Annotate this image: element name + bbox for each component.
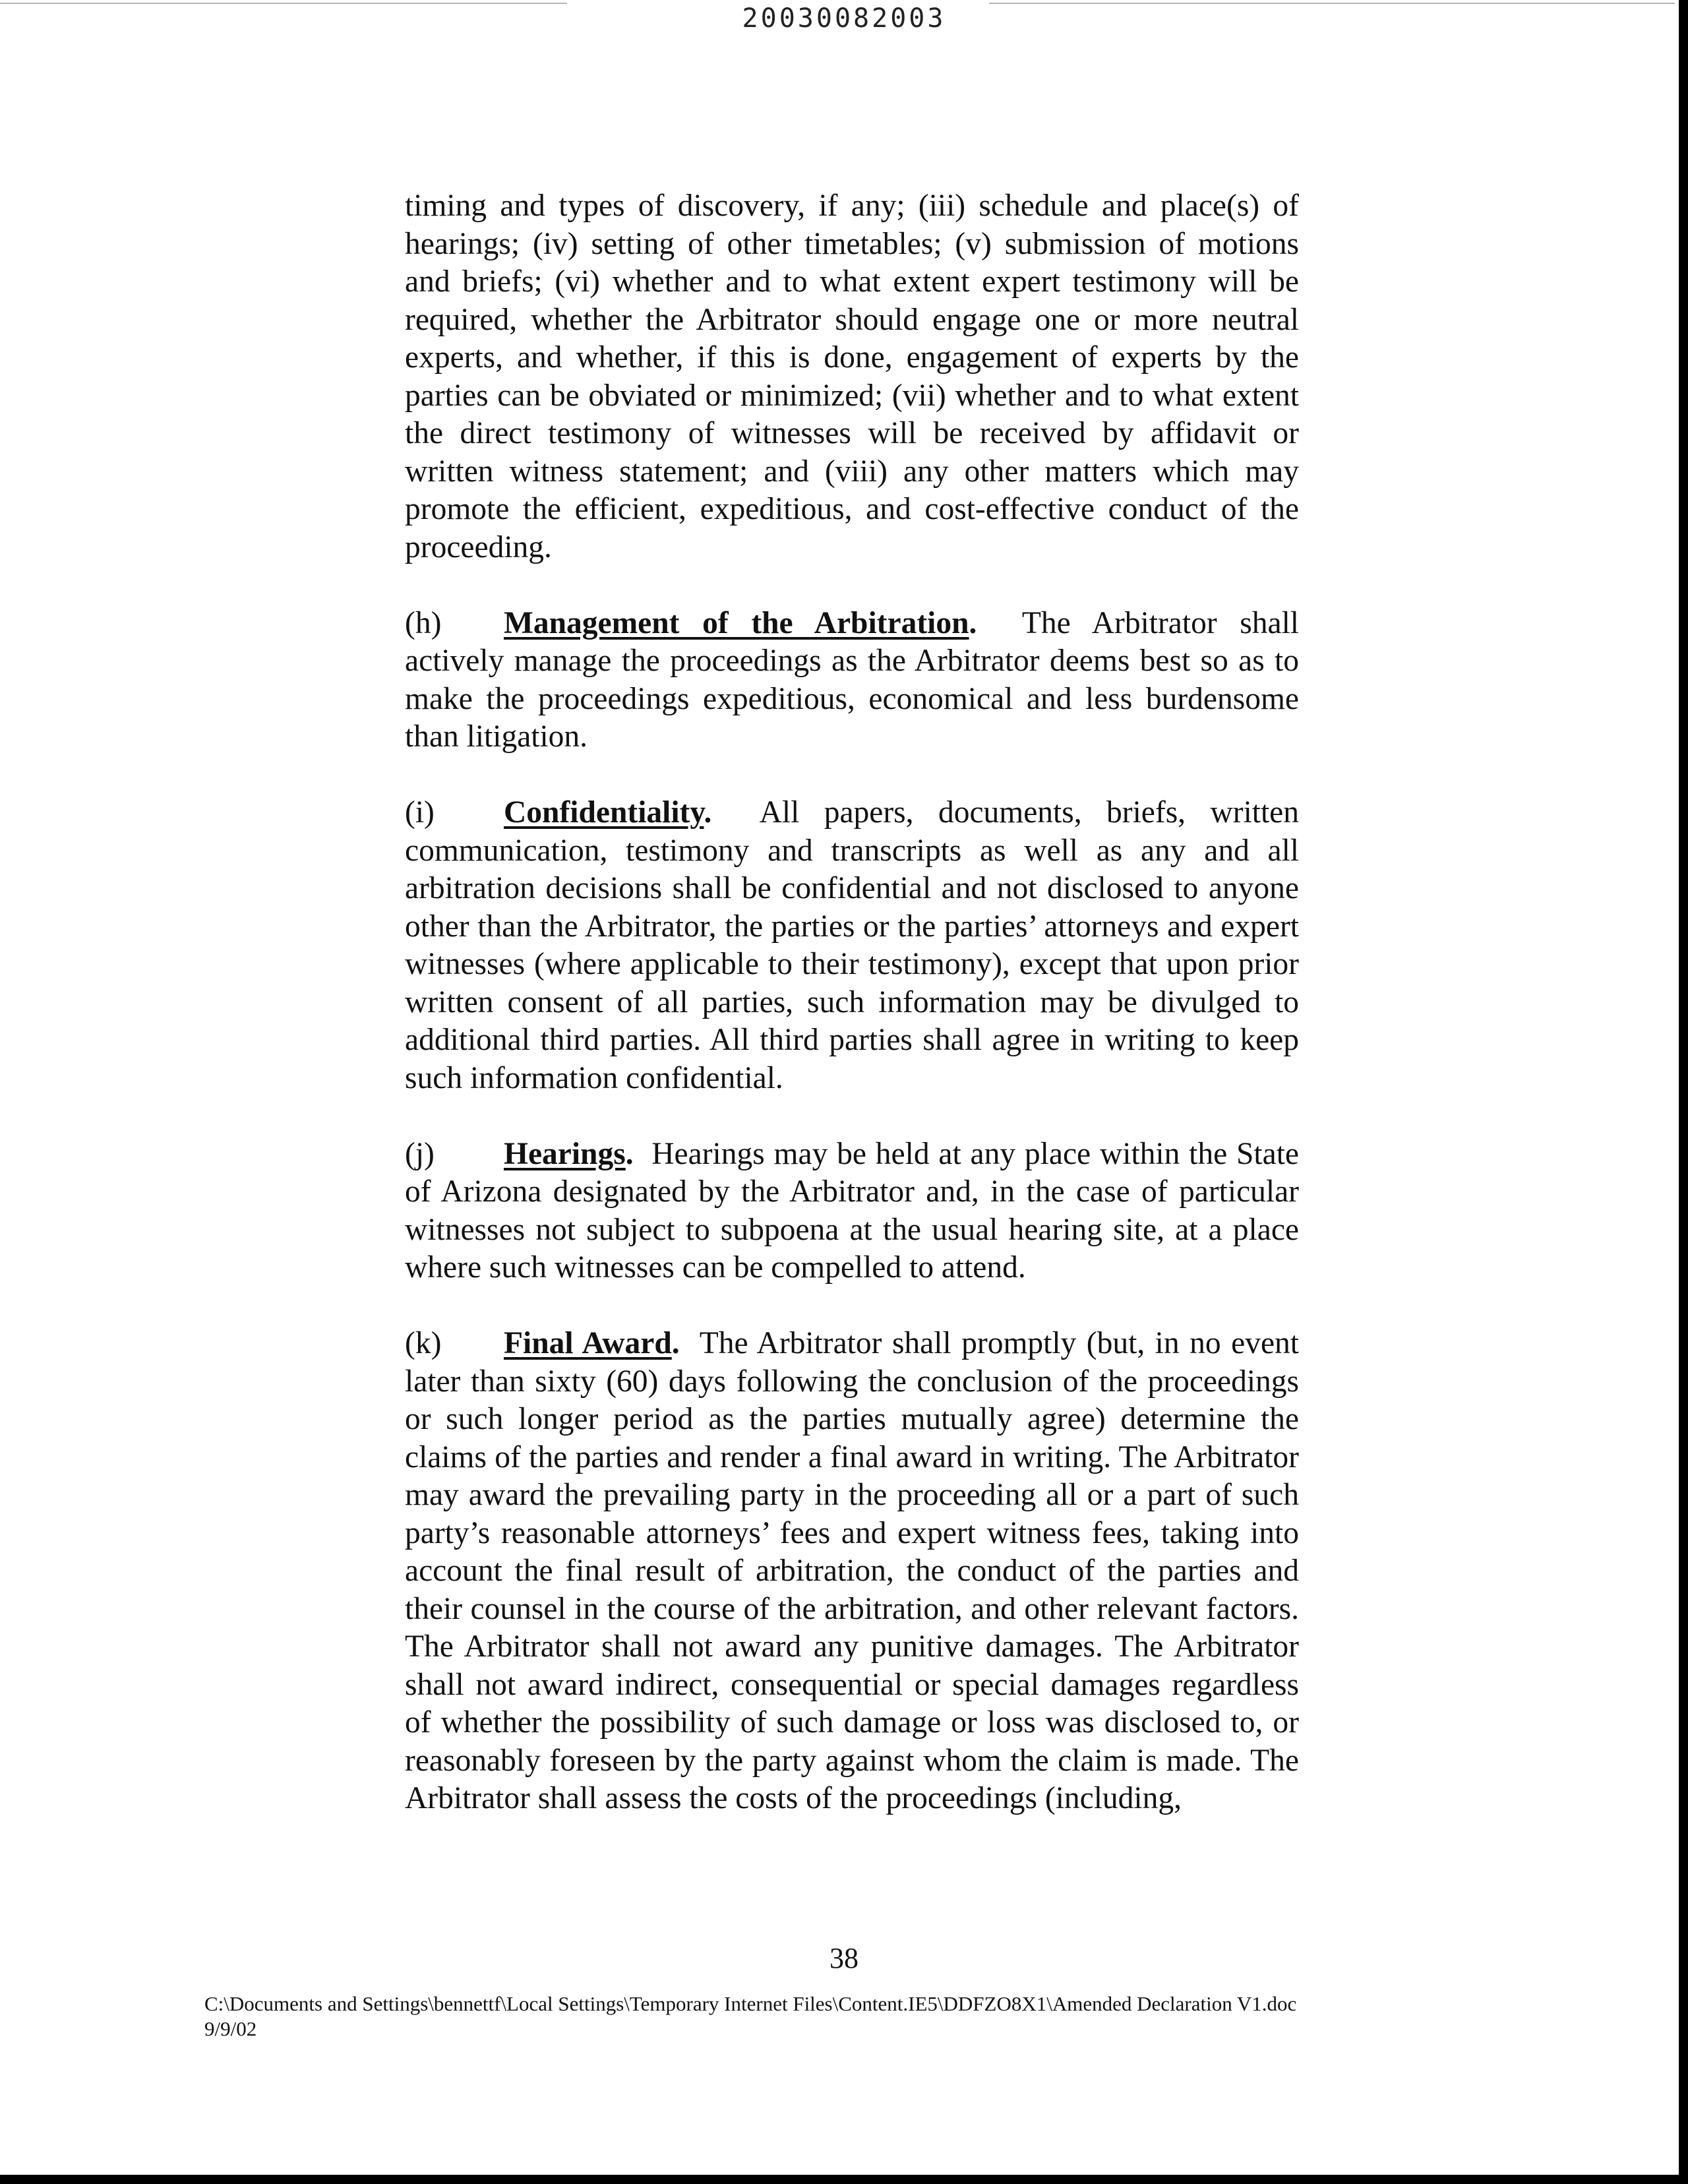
- section-number: (h): [405, 605, 442, 640]
- section-heading: Hearings: [504, 1136, 626, 1171]
- intro-paragraph: timing and types of discovery, if any; (iii) schedule and place(s) of hearings; (iv) setting of other timetables; (v) submission of motions and briefs; (vi) whether and to what extent expert testimony will be required, whether the Arbitrator should engage one or more neutral experts, and whether, if this is done, engagement of experts by the parties can be obviated or minimized; (vii) whether and to what extent the direct testimony of witnesses will be received by affidavit or written witness statement; and (viii) any other matters which may promote the efficient, expeditious, and cost-effective conduct of the proceeding.: [405, 189, 1299, 564]
- footer-date: 9/9/02: [204, 2017, 257, 2040]
- section-heading: Management of the Arbitration: [504, 605, 969, 640]
- section-number: (k): [405, 1326, 442, 1360]
- section-j: (j) Hearings. Hearings may be held at any place within the State of Arizona designated by the Arbitrator and, in the case of particular witnesses not subject to subpoena at the usual hearing site, at a place where such witnesses can be compelled to attend.: [405, 1136, 1299, 1285]
- document-number: 20030082003: [742, 3, 946, 34]
- page-number: 38: [829, 1942, 859, 1974]
- section-heading: Confidentiality: [504, 795, 704, 830]
- section-text: The Arbitrator shall promptly (but, in no event later than sixty (60) days following the conclusion of the proceedings or such longer period as the parties mutually agree) determine the claims of the parties and render a final award in writing. The Arbitrator may award the prevailing party in the proceeding all or a part of such party’s reasonable attorneys’ fees and expert witness fees, taking into account the final result of arbitration, the conduct of the parties and their counsel in the course of the arbitration, and other relevant factors. The Arbitrator shall not award any punitive damages. The Arbitrator shall not award indirect, consequential or special damages regardless of whether the possibility of such damage or loss was disclosed to, or reasonably foreseen by the party against whom the claim is made. The Arbitrator shall assess the costs of the proceedings (including,: [405, 1326, 1299, 1815]
- section-h: (h) Management of the Arbitration. The Arbitrator shall actively manage the proceedings as the Arbitrator deems best so as to make the proceedings expeditious, economical and less burdensome than litigation.: [405, 605, 1299, 754]
- scan-border-bottom: [0, 2175, 1688, 2184]
- section-text: All papers, documents, briefs, written communication, testimony and transcripts as well as any and all arbitration decisions shall be confidential and not disclosed to anyone other than the Arbitrator, the parties or the parties’ attorneys and expert witnesses (where applicable to their testimony), except that upon prior written consent of all parties, such information may be divulged to additional third parties. All third parties shall agree in writing to keep such information confidential.: [405, 795, 1299, 1095]
- section-i: (i) Confidentiality. All papers, documents, briefs, written communication, testimony and transcripts as well as any and all arbitration decisions shall be confidential and not disclosed to anyone other than the Arbitrator, the parties or the parties’ attorneys and expert witnesses (where applicable to their testimony), except that upon prior written consent of all parties, such information may be divulged to additional third parties. All third parties shall agree in writing to keep such information confidential.: [405, 795, 1299, 1095]
- section-text: The Arbitrator shall actively manage the proceedings as the Arbitrator deems best so as to make the proceedings expeditious, economical and less burdensome than litigation.: [405, 605, 1299, 754]
- section-number: (i): [405, 795, 435, 830]
- document-body: [405, 187, 1299, 1856]
- section-number: (j): [405, 1136, 435, 1171]
- section-k: (k) Final Award. The Arbitrator shall promptly (but, in no event later than sixty (60) days following the conclusion of the proceedings or such longer period as the parties mutually agree) determine the claims of the parties and render a final award in writing. The Arbitrator may award the prevailing party in the proceeding all or a part of such party’s reasonable attorneys’ fees and expert witness fees, taking into account the final result of arbitration, the conduct of the parties and their counsel in the course of the arbitration, and other relevant factors. The Arbitrator shall not award any punitive damages. The Arbitrator shall not award indirect, consequential or special damages regardless of whether the possibility of such damage or loss was disclosed to, or reasonably foreseen by the party against whom the claim is made. The Arbitrator shall assess the costs of the proceedings (including,: [405, 1326, 1299, 1815]
- section-text: Hearings may be held at any place within the State of Arizona designated by the Arbitrator and, in the case of particular witnesses not subject to subpoena at the usual hearing site, at a place where such witnesses can be compelled to attend.: [405, 1136, 1299, 1285]
- footer-file-path: C:\Documents and Settings\bennettf\Local Settings\Temporary Internet Files\Content.IE5\DDFZO8X1\Amended Declaration V1.doc: [204, 1992, 1297, 2015]
- section-heading: Final Award: [504, 1326, 672, 1360]
- scan-border-right: [1679, 0, 1688, 2184]
